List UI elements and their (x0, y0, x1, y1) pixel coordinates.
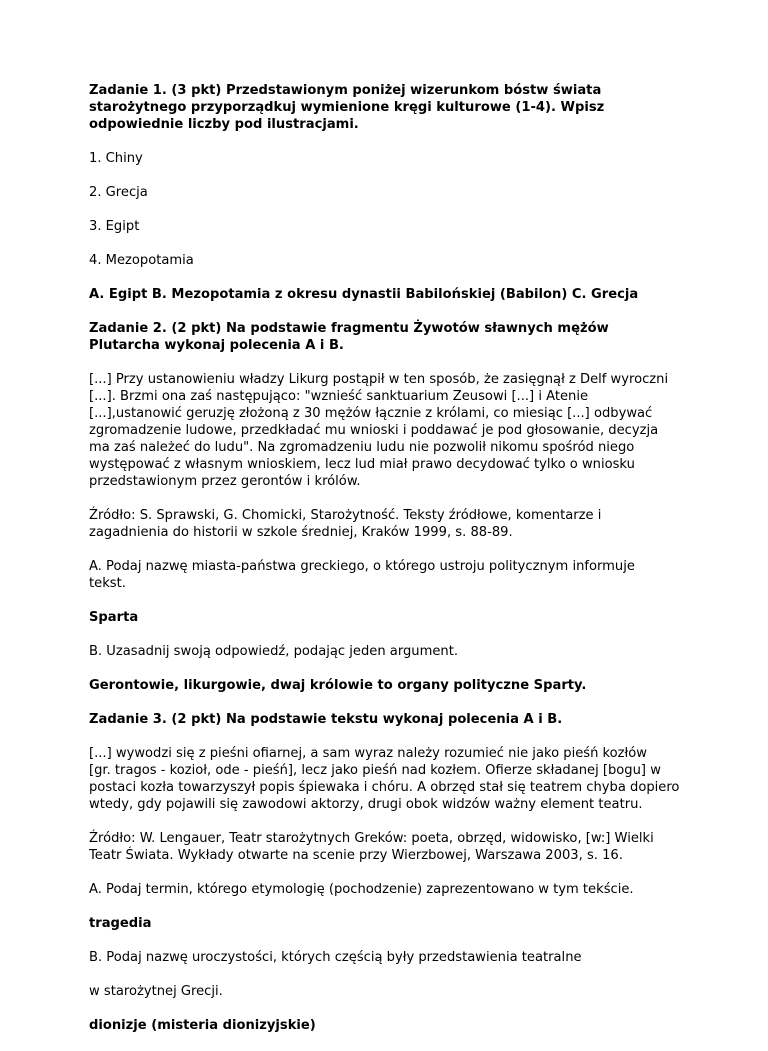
task2-source: Źródło: S. Sprawski, G. Chomicki, Starożytność. Teksty źródłowe, komentarze i zagadnienia do historii w szkole średniej, Kraków 1999, s. 88-89. (89, 508, 602, 540)
task1-answer: A. Egipt B. Mezopotamia z okresu dynastii Babilońskiej (Babilon) C. Grecja (89, 287, 639, 302)
task3-answer-a: tragedia (89, 916, 152, 931)
task2-answer-b: Gerontowie, likurgowie, dwaj królowie to organy polityczne Sparty. (89, 678, 587, 693)
task3-answer-b: dionizje (misteria dionizyjskie) (89, 1018, 316, 1033)
task2-question-b: B. Uzasadnij swoją odpowiedź, podając jeden argument. (89, 644, 458, 659)
task3-question-b-line2: w starożytnej Grecji. (89, 984, 223, 999)
task2-question-a: A. Podaj nazwę miasta-państwa greckiego, o którego ustroju politycznym informuje tekst. (89, 559, 635, 591)
task1-heading: Zadanie 1. (3 pkt) Przedstawionym poniżej wizerunkom bóstw świata starożytnego przyporządkuj wymienione kręgi kulturowe (1-4). Wpisz odpowiednie liczby pod ilustracjami. (89, 83, 605, 132)
task3-quote: [...] wywodzi się z pieśni ofiarnej, a sam wyraz należy rozumieć nie jako pieśń kozłów [gr. tragos - kozioł, ode - pieśń], lecz jako pieśń nad kozłem. Ofierze składanej [bogu] w postaci kozła towarzyszył popis śpiewaka i chóru. A obrzęd stał się teatrem chyba dopiero wtedy, gdy pojawili się zawodowi aktorzy, drugi obok widzów ważny element teatru. (89, 746, 680, 812)
task2-quote: [...] Przy ustanowieniu władzy Likurg postąpił w ten sposób, że zasięgnął z Delf wyroczni [...]. Brzmi ona zaś następująco: "wznieść sanktuarium Zeusowi [...] i Atenie [...],ustanowić geruzję złożoną z 30 mężów łącznie z królami, co miesiąc [...] odbywać zgromadzenie ludowe, przedkładać mu wnioski i poddawać je pod głosowanie, decyzja ma zaś należeć do ludu". Na zgromadzeniu ludu nie pozwolił nikomu spośród niego występować z własnym wnioskiem, lecz lud miał prawo decydować tylko o wniosku przedstawionym przez gerontów i królów. (89, 372, 669, 489)
task3-question-b-line1: B. Podaj nazwę uroczystości, których częścią były przedstawienia teatralne (89, 950, 582, 965)
document-content (89, 82, 689, 1051)
task3-question-a: A. Podaj termin, którego etymologię (pochodzenie) zaprezentowano w tym tekście. (89, 882, 634, 897)
task1-option-mesopotamia: 4. Mezopotamia (89, 253, 194, 268)
task2-heading: Zadanie 2. (2 pkt) Na podstawie fragmentu Żywotów sławnych mężów Plutarcha wykonaj polecenia A i B. (89, 321, 609, 353)
task2-answer-a: Sparta (89, 610, 139, 625)
task3-heading: Zadanie 3. (2 pkt) Na podstawie tekstu wykonaj polecenia A i B. (89, 712, 563, 727)
task1-option-egypt: 3. Egipt (89, 219, 140, 234)
task1-option-greece: 2. Grecja (89, 185, 148, 200)
task3-source: Źródło: W. Lengauer, Teatr starożytnych Greków: poeta, obrzęd, widowisko, [w:] Wielki Teatr Świata. Wykłady otwarte na scenie przy Wierzbowej, Warszawa 2003, s. 16. (89, 831, 654, 863)
task1-option-china: 1. Chiny (89, 151, 143, 166)
